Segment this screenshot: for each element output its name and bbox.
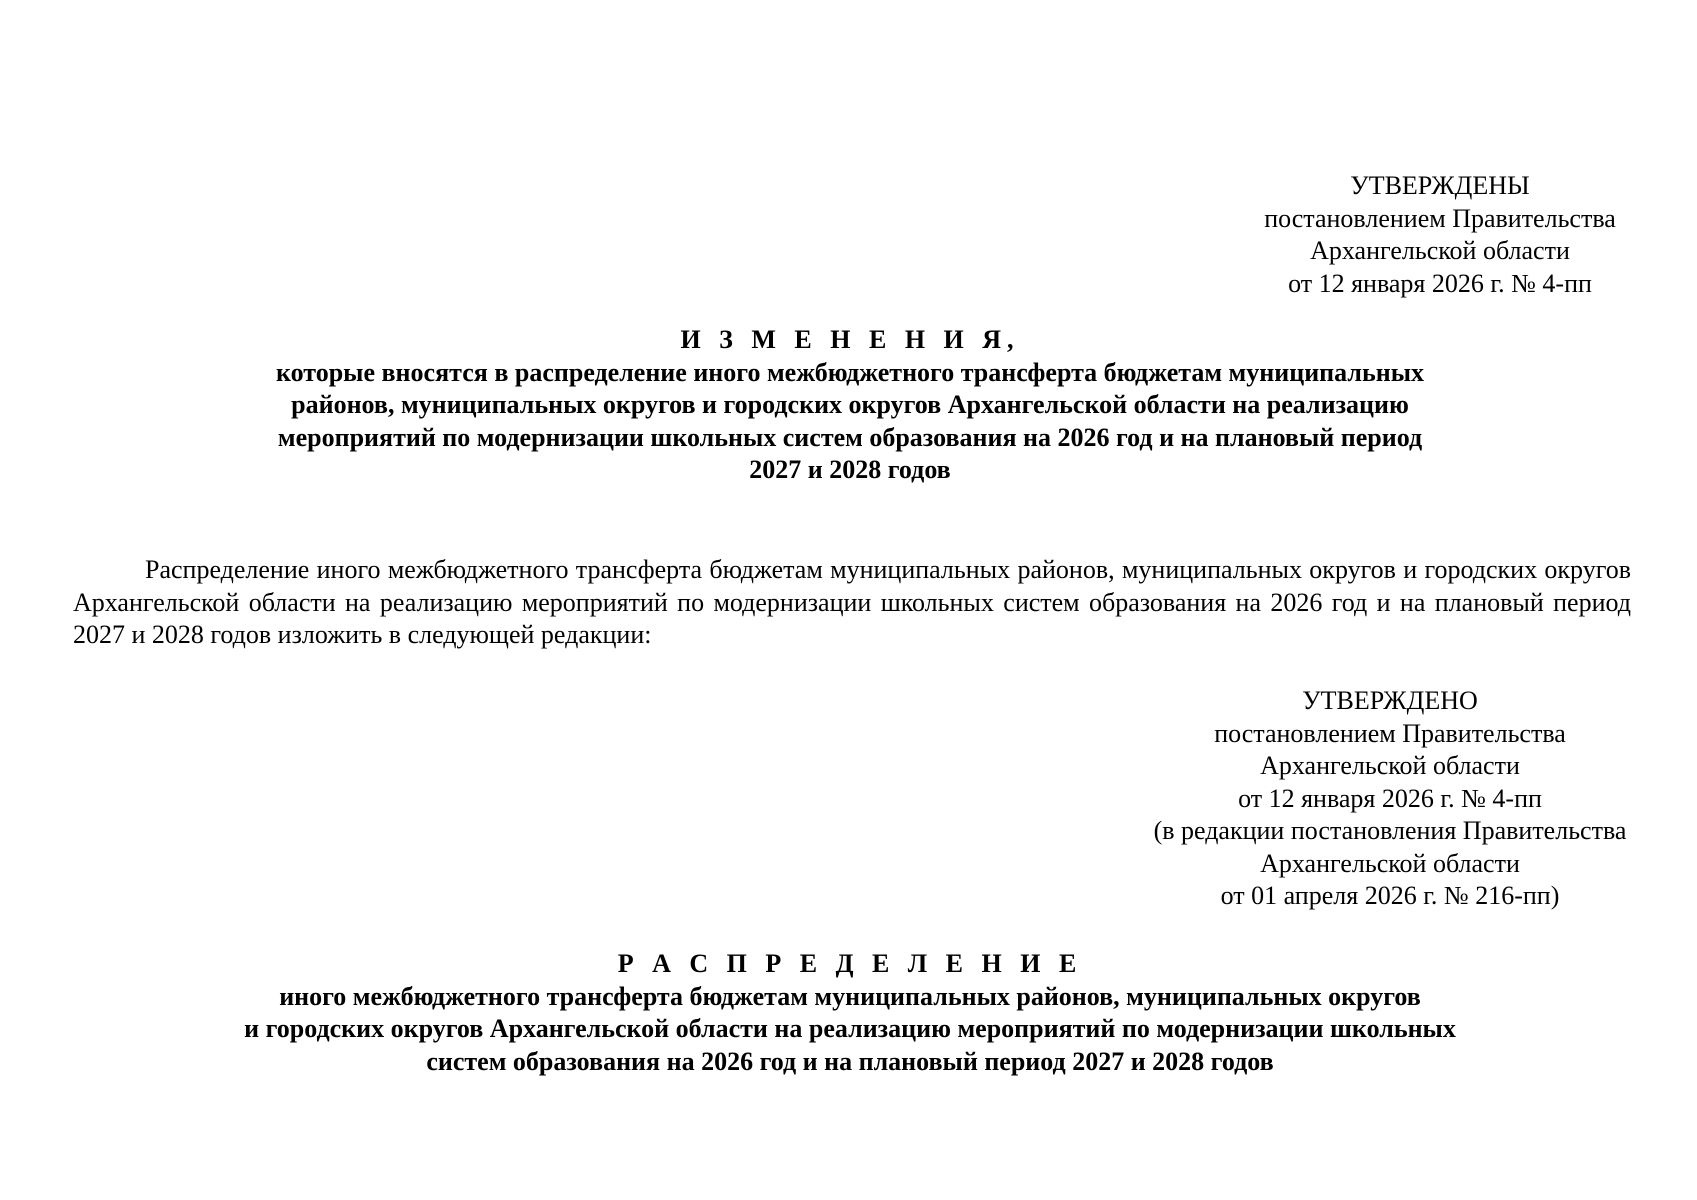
approval-line: Архангельской области xyxy=(1310,236,1570,265)
distribution-heading xyxy=(100,948,1600,1078)
approval-line: УТВЕРЖДЕНЫ xyxy=(1350,171,1530,200)
changes-subtitle-line: которые вносятся в распределение иного межбюджетного трансферта бюджетам муниципальных xyxy=(275,357,1425,387)
approval-line: Архангельской области xyxy=(1260,848,1520,878)
approval-line: (в редакции постановления Правительства xyxy=(1153,816,1627,845)
distribution-title: Р А С П Р Е Д Е Л Е Н И Е xyxy=(617,949,1083,978)
approval-line: Архангельской области xyxy=(1260,751,1520,780)
body-paragraph: Распределение иного межбюджетного трансферта бюджетам муниципальных районов, муниципальных округов и городских округов Архангельской области на реализацию мероприятий по модернизации школьных систем образования на 2026 год и на плановый период 2027 и 2028 годов изложить в следующей редакции: xyxy=(73,555,1631,649)
changes-subtitle-line: районов, муниципальных округов и городских округов Архангельской области на реализацию xyxy=(291,390,1409,419)
distribution-subtitle-line: иного межбюджетного трансферта бюджетам муниципальных районов, муниципальных округов xyxy=(279,981,1421,1011)
changes-heading xyxy=(100,324,1600,487)
changes-subtitle-line: 2027 и 2028 годов xyxy=(749,455,951,484)
approval-line: постановлением Правительства xyxy=(1264,203,1616,233)
approval-line: от 01 апреля 2026 г. № 216-пп) xyxy=(1220,881,1560,910)
approval-stamp-bottom xyxy=(1100,685,1680,913)
approval-stamp-top xyxy=(1240,170,1640,300)
distribution-subtitle-line: и городских округов Архангельской области на реализацию мероприятий по модернизации школьных xyxy=(244,1014,1456,1043)
approval-line: от 12 января 2026 г. № 4-пп xyxy=(1288,268,1592,298)
distribution-subtitle-line: систем образования на 2026 год и на плановый период 2027 и 2028 годов xyxy=(426,1046,1274,1076)
changes-subtitle-line: мероприятий по модернизации школьных систем образования на 2026 год и на плановый период xyxy=(277,422,1423,452)
approval-line: от 12 января 2026 г. № 4-пп xyxy=(1238,783,1542,813)
approval-line: УТВЕРЖДЕНО xyxy=(1302,686,1478,715)
approval-line: постановлением Правительства xyxy=(1214,718,1566,748)
changes-title: И З М Е Н Е Н И Я, xyxy=(680,325,1020,354)
